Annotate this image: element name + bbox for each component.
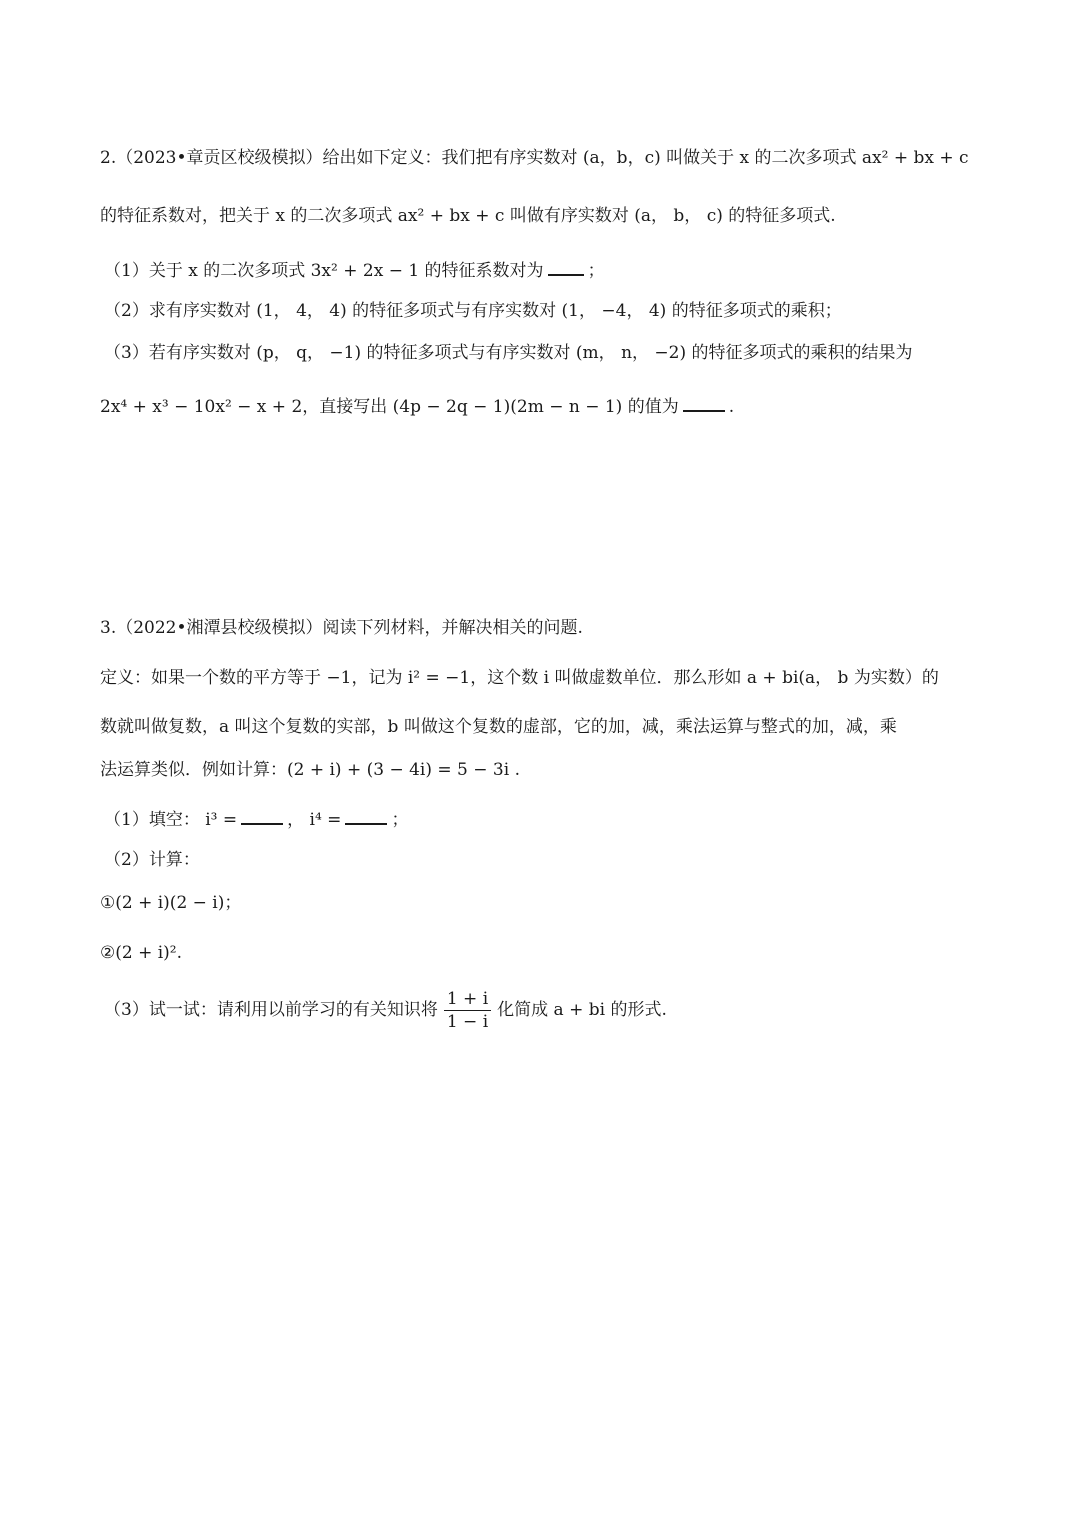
q2-part1 [104, 256, 984, 284]
q3-part1-b: ， i⁴ = [287, 810, 342, 830]
q2-part3-text: 2x⁴ + x³ − 10x² − x + 2，直接写出 (4p − 2q − 1)(2m − n − 1) 的值为 [100, 397, 679, 417]
q2-intro-line2: 的特征系数对，把关于 x 的二次多项式 ax² + bx + c 叫做有序实数对 (a， b， c) 的特征多项式. [100, 206, 836, 226]
q2-part3-line2 [100, 392, 984, 420]
answer-blank[interactable] [548, 256, 584, 276]
answer-blank[interactable] [683, 392, 725, 412]
q3-part1-a: （1）填空： i³ = [104, 810, 238, 830]
q3-definition-line1: 定义：如果一个数的平方等于 −1，记为 i² = −1，这个数 i 叫做虚数单位．那么形如 a + bi(a， b 为实数）的 [100, 668, 939, 688]
q3-part1-end: ； [391, 810, 409, 830]
q3-definition-line3: 法运算类似．例如计算：(2 + i) + (3 − 4i) = 5 − 3i . [100, 760, 520, 780]
q2-part1-text: （1）关于 x 的二次多项式 3x² + 2x − 1 的特征系数对为 [104, 261, 544, 281]
q2-part3-line1: （3）若有序实数对 (p， q， −1) 的特征多项式与有序实数对 (m， n， −2) 的特征多项式的乘积的结果为 [104, 343, 913, 363]
q3-definition-line2: 数就叫做复数，a 叫这个复数的实部，b 叫做这个复数的虚部，它的加，减，乘法运算与整式的加，减，乘 [100, 717, 897, 737]
q2-part2: （2）求有序实数对 (1， 4， 4) 的特征多项式与有序实数对 (1， −4， 4) 的特征多项式的乘积； [104, 301, 842, 321]
q3-part1 [104, 805, 984, 833]
q3-part3-a: （3）试一试：请利用以前学习的有关知识将 [104, 1000, 438, 1020]
fraction-denominator: 1 − i [446, 1012, 489, 1032]
q2-intro-line1: 2.（2023•章贡区校级模拟）给出如下定义：我们把有序实数对 (a，b，c) 叫做关于 x 的二次多项式 ax² + bx + c [100, 148, 969, 168]
q2-part1-end: ； [587, 261, 605, 281]
q3-calc2: ②(2 + i)². [100, 943, 183, 963]
q3-part2: （2）计算： [104, 850, 200, 870]
answer-blank[interactable] [345, 805, 387, 825]
q3-calc1: ①(2 + i)(2 − i)； [100, 893, 242, 913]
q2-part3-end: . [728, 397, 735, 417]
fraction-numerator: 1 + i [444, 988, 491, 1011]
q3-intro: 3.（2022•湘潭县校级模拟）阅读下列材料，并解决相关的问题. [100, 618, 583, 638]
q3-part3 [104, 986, 984, 1034]
fraction [444, 988, 491, 1033]
q3-part3-b: 化简成 a + bi 的形式. [497, 1000, 667, 1020]
answer-blank[interactable] [241, 805, 283, 825]
